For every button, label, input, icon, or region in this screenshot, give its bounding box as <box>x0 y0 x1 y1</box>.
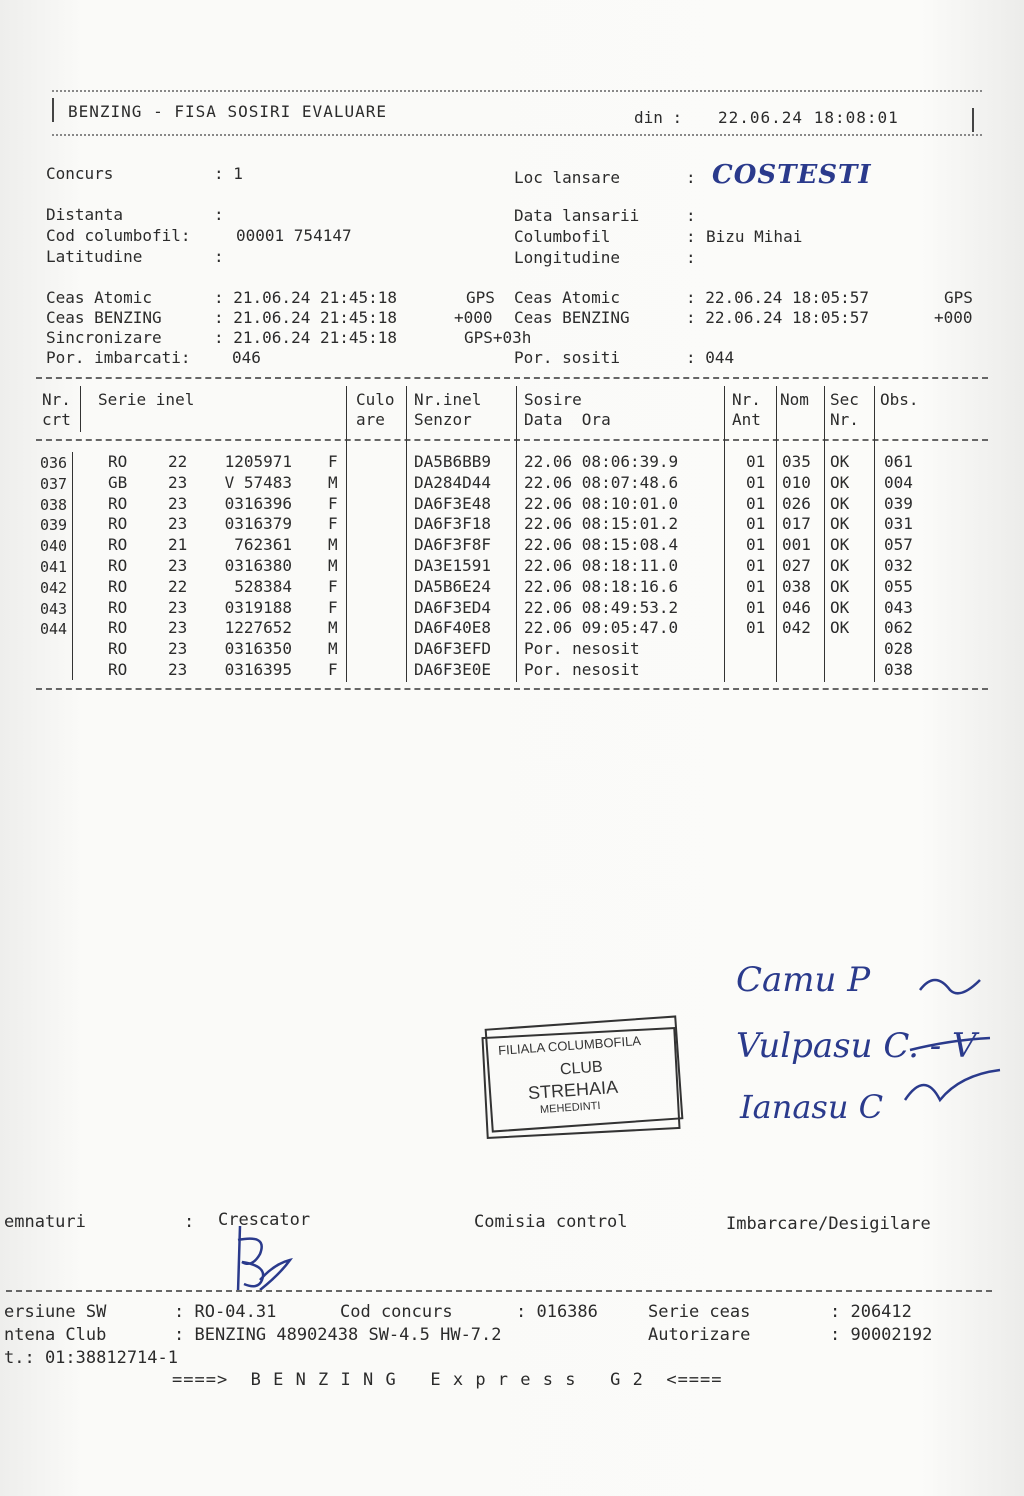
cell-sex: M <box>328 535 338 555</box>
cell-senzor: DA6F3F18 <box>414 514 492 534</box>
cell-sex: M <box>328 639 338 659</box>
cell-senzor: DA5B6E24 <box>414 576 492 596</box>
ceas-atomic-end-suffix: GPS <box>944 288 973 307</box>
cod-concurs-label: Cod concurs <box>340 1302 453 1322</box>
cell-sec: OK <box>830 618 850 638</box>
cell-obs: 038 <box>884 660 913 679</box>
column-separator <box>824 386 825 682</box>
cell-obs: 062 <box>884 618 913 638</box>
cell-nom: 001 <box>782 535 811 555</box>
cell-nr-inel: 762361 <box>234 535 292 555</box>
serie-ceas-value: : 206412 <box>830 1302 912 1322</box>
arrivals-table <box>0 0 1024 700</box>
col-header-culoare-1: Culo <box>356 390 395 409</box>
comisia-control-label: Comisia control <box>474 1212 628 1232</box>
handwritten-name-1: Camu P <box>736 960 871 1000</box>
cell-sex: F <box>328 660 338 679</box>
cell-sec: OK <box>830 576 850 596</box>
cell-obs: 031 <box>884 514 913 534</box>
cell-nr-crt: 040 <box>40 537 68 556</box>
cell-sec: OK <box>830 452 850 471</box>
column-separator <box>72 452 73 680</box>
semnaturi-sep: : <box>184 1212 195 1232</box>
cell-sosire: 22.06 08:15:08.4 <box>524 535 679 555</box>
col-header-senzor: Senzor <box>414 410 472 429</box>
ceas-atomic-start-suffix: GPS <box>466 288 495 307</box>
cell-an: 23 <box>168 493 188 513</box>
cell-nr-crt: 043 <box>40 599 68 618</box>
sincronizare-label: Sincronizare <box>46 328 162 347</box>
data-lansarii-label: Data lansarii <box>514 206 640 225</box>
cell-senzor: DA6F40E8 <box>414 618 492 638</box>
cell-nr-ant: 01 <box>746 535 766 555</box>
cell-an: 23 <box>168 639 188 659</box>
ceas-benzing-end-suffix: +000 <box>934 308 973 327</box>
cell-tara: RO <box>108 639 128 659</box>
cell-sosire: Por. nesosit <box>524 639 640 659</box>
loc-lansare-label: Loc lansare <box>514 168 620 187</box>
handwritten-name-2: Vulpasu C. - V <box>736 1026 977 1066</box>
stamp-line-4: MEHEDINTI <box>539 1099 601 1117</box>
cell-sec: OK <box>830 556 850 575</box>
cell-sec: OK <box>830 493 850 513</box>
cell-nom: 027 <box>782 556 811 575</box>
cell-nr-inel: 0316395 <box>224 660 292 679</box>
cod-columbofil-label: Cod columbofil: <box>46 226 191 245</box>
cell-sosire: 22.06 08:10:01.0 <box>524 493 679 513</box>
cell-senzor: DA6F3E0E <box>414 660 492 679</box>
cell-nom: 010 <box>782 472 811 492</box>
versiune-sw-value: : RO-04.31 <box>174 1302 277 1322</box>
antena-club-label: ntena Club <box>4 1325 107 1345</box>
ceas-atomic-end-value: : 22.06.24 18:05:57 <box>686 288 870 307</box>
col-header-sec-nr: Nr. <box>830 410 859 429</box>
cell-nr-inel: 1227652 <box>224 618 292 638</box>
cell-sec: OK <box>830 472 850 492</box>
col-header-crt: crt <box>42 410 71 429</box>
cell-obs: 004 <box>884 472 913 492</box>
cell-nom: 046 <box>782 597 811 617</box>
ceas-benzing-start-value: : 21.06.24 21:45:18 <box>214 308 398 327</box>
cod-columbofil-value: 00001 754147 <box>236 226 352 245</box>
col-header-sosire: Sosire <box>524 390 582 409</box>
distanta-sep: : <box>214 205 224 224</box>
cell-nr-crt: 041 <box>40 558 68 576</box>
cell-nr-crt: 038 <box>40 495 68 514</box>
antena-club-value: : BENZING 48902438 SW-4.5 HW-7.2 <box>174 1325 502 1345</box>
cell-an: 23 <box>168 514 188 534</box>
column-separator <box>874 386 875 682</box>
semnaturi-label: emnaturi <box>4 1212 86 1232</box>
column-separator <box>406 386 407 682</box>
cell-sec: OK <box>830 597 850 617</box>
report-date-value: 22.06.24 18:08:01 <box>718 108 899 127</box>
crescator-label: Crescator <box>218 1210 311 1230</box>
telefon: t.: 01:38812714-1 <box>4 1348 178 1368</box>
cell-senzor: DA284D44 <box>414 472 492 492</box>
cell-nr-ant: 01 <box>746 514 766 534</box>
concurs-label: Concurs <box>46 164 114 183</box>
stamp-line-3: STREHAIA <box>527 1076 619 1104</box>
cell-tara: GB <box>108 472 128 492</box>
cell-an: 21 <box>168 535 188 555</box>
report-title: BENZING - FISA SOSIRI EVALUARE <box>68 102 387 121</box>
cell-nr-inel: 0316379 <box>224 514 292 534</box>
columbofil-sep: : <box>686 227 696 246</box>
cell-sex: F <box>328 493 338 513</box>
cell-an: 22 <box>168 576 188 596</box>
cell-an: 23 <box>168 618 188 638</box>
cell-nr-ant: 01 <box>746 472 766 492</box>
cell-senzor: DA6F3F8F <box>414 535 492 555</box>
cell-sec: OK <box>830 535 850 555</box>
cell-nr-ant: 01 <box>746 618 766 638</box>
cell-sex: M <box>328 472 338 492</box>
longitudine-sep: : <box>686 248 696 267</box>
columbofil-label: Columbofil <box>514 227 611 246</box>
cell-obs: 039 <box>884 493 913 513</box>
col-header-nom: Nom <box>780 390 809 409</box>
cell-nom: 026 <box>782 493 811 513</box>
cell-tara: RO <box>108 618 128 638</box>
cell-sosire: Por. nesosit <box>524 660 640 679</box>
col-header-nr-inel: Nr.inel <box>414 390 482 409</box>
cell-nr-inel: 0319188 <box>224 597 292 617</box>
cell-senzor: DA6F3EFD <box>414 639 492 659</box>
cell-sex: F <box>328 514 338 534</box>
column-separator <box>346 386 347 682</box>
cell-obs: 032 <box>884 556 913 575</box>
versiune-sw-label: ersiune SW <box>4 1302 107 1322</box>
cell-sosire: 22.06 08:18:11.0 <box>524 556 679 575</box>
autorizare-value: : 90002192 <box>830 1325 933 1345</box>
concurs-value: : 1 <box>214 164 243 183</box>
col-header-sec: Sec <box>830 390 859 409</box>
data-lansarii-sep: : <box>686 206 696 225</box>
cell-obs: 028 <box>884 639 913 659</box>
handwritten-name-3: Ianasu C <box>740 1088 884 1126</box>
longitudine-label: Longitudine <box>514 248 620 267</box>
ceas-atomic-start-value: : 21.06.24 21:45:18 <box>214 288 398 307</box>
cell-an: 22 <box>168 452 188 471</box>
cell-nr-inel: 0316350 <box>224 639 292 659</box>
report-date-label: din : <box>634 108 683 127</box>
cell-nr-inel: V 57483 <box>224 472 292 492</box>
cell-nr-ant: 01 <box>746 556 766 575</box>
crescator-signature <box>226 1220 306 1300</box>
cell-tara: RO <box>108 597 128 617</box>
cell-nom: 038 <box>782 576 811 596</box>
handwritten-scribbles <box>900 960 1010 1110</box>
columbofil-value: Bizu Mihai <box>706 227 803 246</box>
column-separator <box>80 386 81 432</box>
col-header-serie-inel: Serie inel <box>98 390 195 409</box>
serie-ceas-label: Serie ceas <box>648 1302 751 1322</box>
column-separator <box>776 386 777 682</box>
loc-lansare-value: COSTESTI <box>712 160 872 190</box>
cell-sosire: 22.06 08:18:16.6 <box>524 576 679 596</box>
cell-tara: RO <box>108 514 128 534</box>
col-header-culoare-2: are <box>356 410 385 429</box>
stamp-line-2: CLUB <box>559 1058 604 1079</box>
cell-nr-crt: 044 <box>40 620 68 639</box>
benzing-brand: ====> B E N Z I N G E x p r e s s G 2 <==== <box>172 1370 723 1390</box>
cell-nom: 035 <box>782 452 811 471</box>
cell-sosire: 22.06 08:15:01.2 <box>524 514 679 534</box>
ceas-atomic-end-label: Ceas Atomic <box>514 288 620 307</box>
cell-sex: M <box>328 556 338 575</box>
cell-tara: RO <box>108 493 128 513</box>
cod-concurs-value: : 016386 <box>516 1302 598 1322</box>
cell-nr-inel: 0316396 <box>224 493 292 513</box>
col-header-ant: Ant <box>732 410 761 429</box>
cell-nom: 017 <box>782 514 811 534</box>
cell-sex: F <box>328 452 338 471</box>
cell-nr-inel: 0316380 <box>224 556 292 575</box>
cell-nr-crt: 042 <box>40 578 68 597</box>
cell-nr-inel: 1205971 <box>224 452 292 471</box>
col-header-nr: Nr. <box>42 390 71 409</box>
cell-nr-ant: 01 <box>746 493 766 513</box>
stamp-line-1: FILIALA COLUMBOFILA <box>497 1033 642 1058</box>
cell-tara: RO <box>108 535 128 555</box>
porumbei-sositi-label: Por. sositi <box>514 348 620 367</box>
cell-senzor: DA5B6BB9 <box>414 452 492 471</box>
cell-nom: 042 <box>782 618 811 638</box>
latitudine-sep: : <box>214 247 224 266</box>
cell-sosire: 22.06 08:06:39.9 <box>524 452 679 471</box>
cell-sec: OK <box>830 514 850 534</box>
cell-tara: RO <box>108 576 128 596</box>
cell-nr-crt: 036 <box>40 454 68 472</box>
cell-nr-inel: 528384 <box>234 576 292 596</box>
imbarcare-desigilare-label: Imbarcare/Desigilare <box>726 1214 931 1234</box>
loc-lansare-sep: : <box>686 168 696 187</box>
club-stamp <box>484 1022 688 1134</box>
ceas-benzing-start-suffix: +000 <box>454 308 493 327</box>
ceas-atomic-start-label: Ceas Atomic <box>46 288 152 307</box>
sincronizare-value: : 21.06.24 21:45:18 <box>214 328 398 347</box>
cell-sex: M <box>328 618 338 638</box>
cell-tara: RO <box>108 556 128 575</box>
ceas-benzing-start-label: Ceas BENZING <box>46 308 162 327</box>
cell-sosire: 22.06 09:05:47.0 <box>524 618 679 638</box>
cell-obs: 057 <box>884 535 913 555</box>
cell-an: 23 <box>168 556 188 575</box>
cell-sex: F <box>328 576 338 596</box>
porumbei-imbarcati-value: 046 <box>232 348 261 367</box>
cell-nr-ant: 01 <box>746 452 766 471</box>
column-separator <box>516 386 517 682</box>
column-separator <box>724 386 725 682</box>
distanta-label: Distanta <box>46 205 124 224</box>
cell-obs: 061 <box>884 452 913 471</box>
cell-tara: RO <box>108 660 128 679</box>
ceas-benzing-end-value: : 22.06.24 18:05:57 <box>686 308 870 327</box>
porumbei-imbarcati-label: Por. imbarcati: <box>46 348 191 367</box>
cell-sosire: 22.06 08:49:53.2 <box>524 597 679 617</box>
cell-senzor: DA3E1591 <box>414 556 492 575</box>
porumbei-sositi-value: : 044 <box>686 348 735 367</box>
cell-nr-ant: 01 <box>746 597 766 617</box>
cell-sosire: 22.06 08:07:48.6 <box>524 472 679 492</box>
col-header-obs: Obs. <box>880 390 919 409</box>
cell-obs: 043 <box>884 597 913 617</box>
latitudine-label: Latitudine <box>46 247 143 266</box>
cell-nr-crt: 037 <box>40 474 68 493</box>
cell-an: 23 <box>168 597 188 617</box>
ceas-benzing-end-label: Ceas BENZING <box>514 308 630 327</box>
cell-nr-crt: 039 <box>40 516 68 535</box>
col-header-data-ora: Data Ora <box>524 410 611 429</box>
cell-obs: 055 <box>884 576 913 596</box>
col-header-nr-ant: Nr. <box>732 390 761 409</box>
cell-nr-ant: 01 <box>746 576 766 596</box>
cell-senzor: DA6F3E48 <box>414 493 492 513</box>
autorizare-label: Autorizare <box>648 1325 751 1345</box>
cell-tara: RO <box>108 452 128 471</box>
cell-senzor: DA6F3ED4 <box>414 597 492 617</box>
footer-top-rule <box>6 1290 992 1292</box>
sincronizare-suffix: GPS+03h <box>464 328 532 347</box>
cell-an: 23 <box>168 472 188 492</box>
cell-an: 23 <box>168 660 188 679</box>
cell-sex: F <box>328 597 338 617</box>
